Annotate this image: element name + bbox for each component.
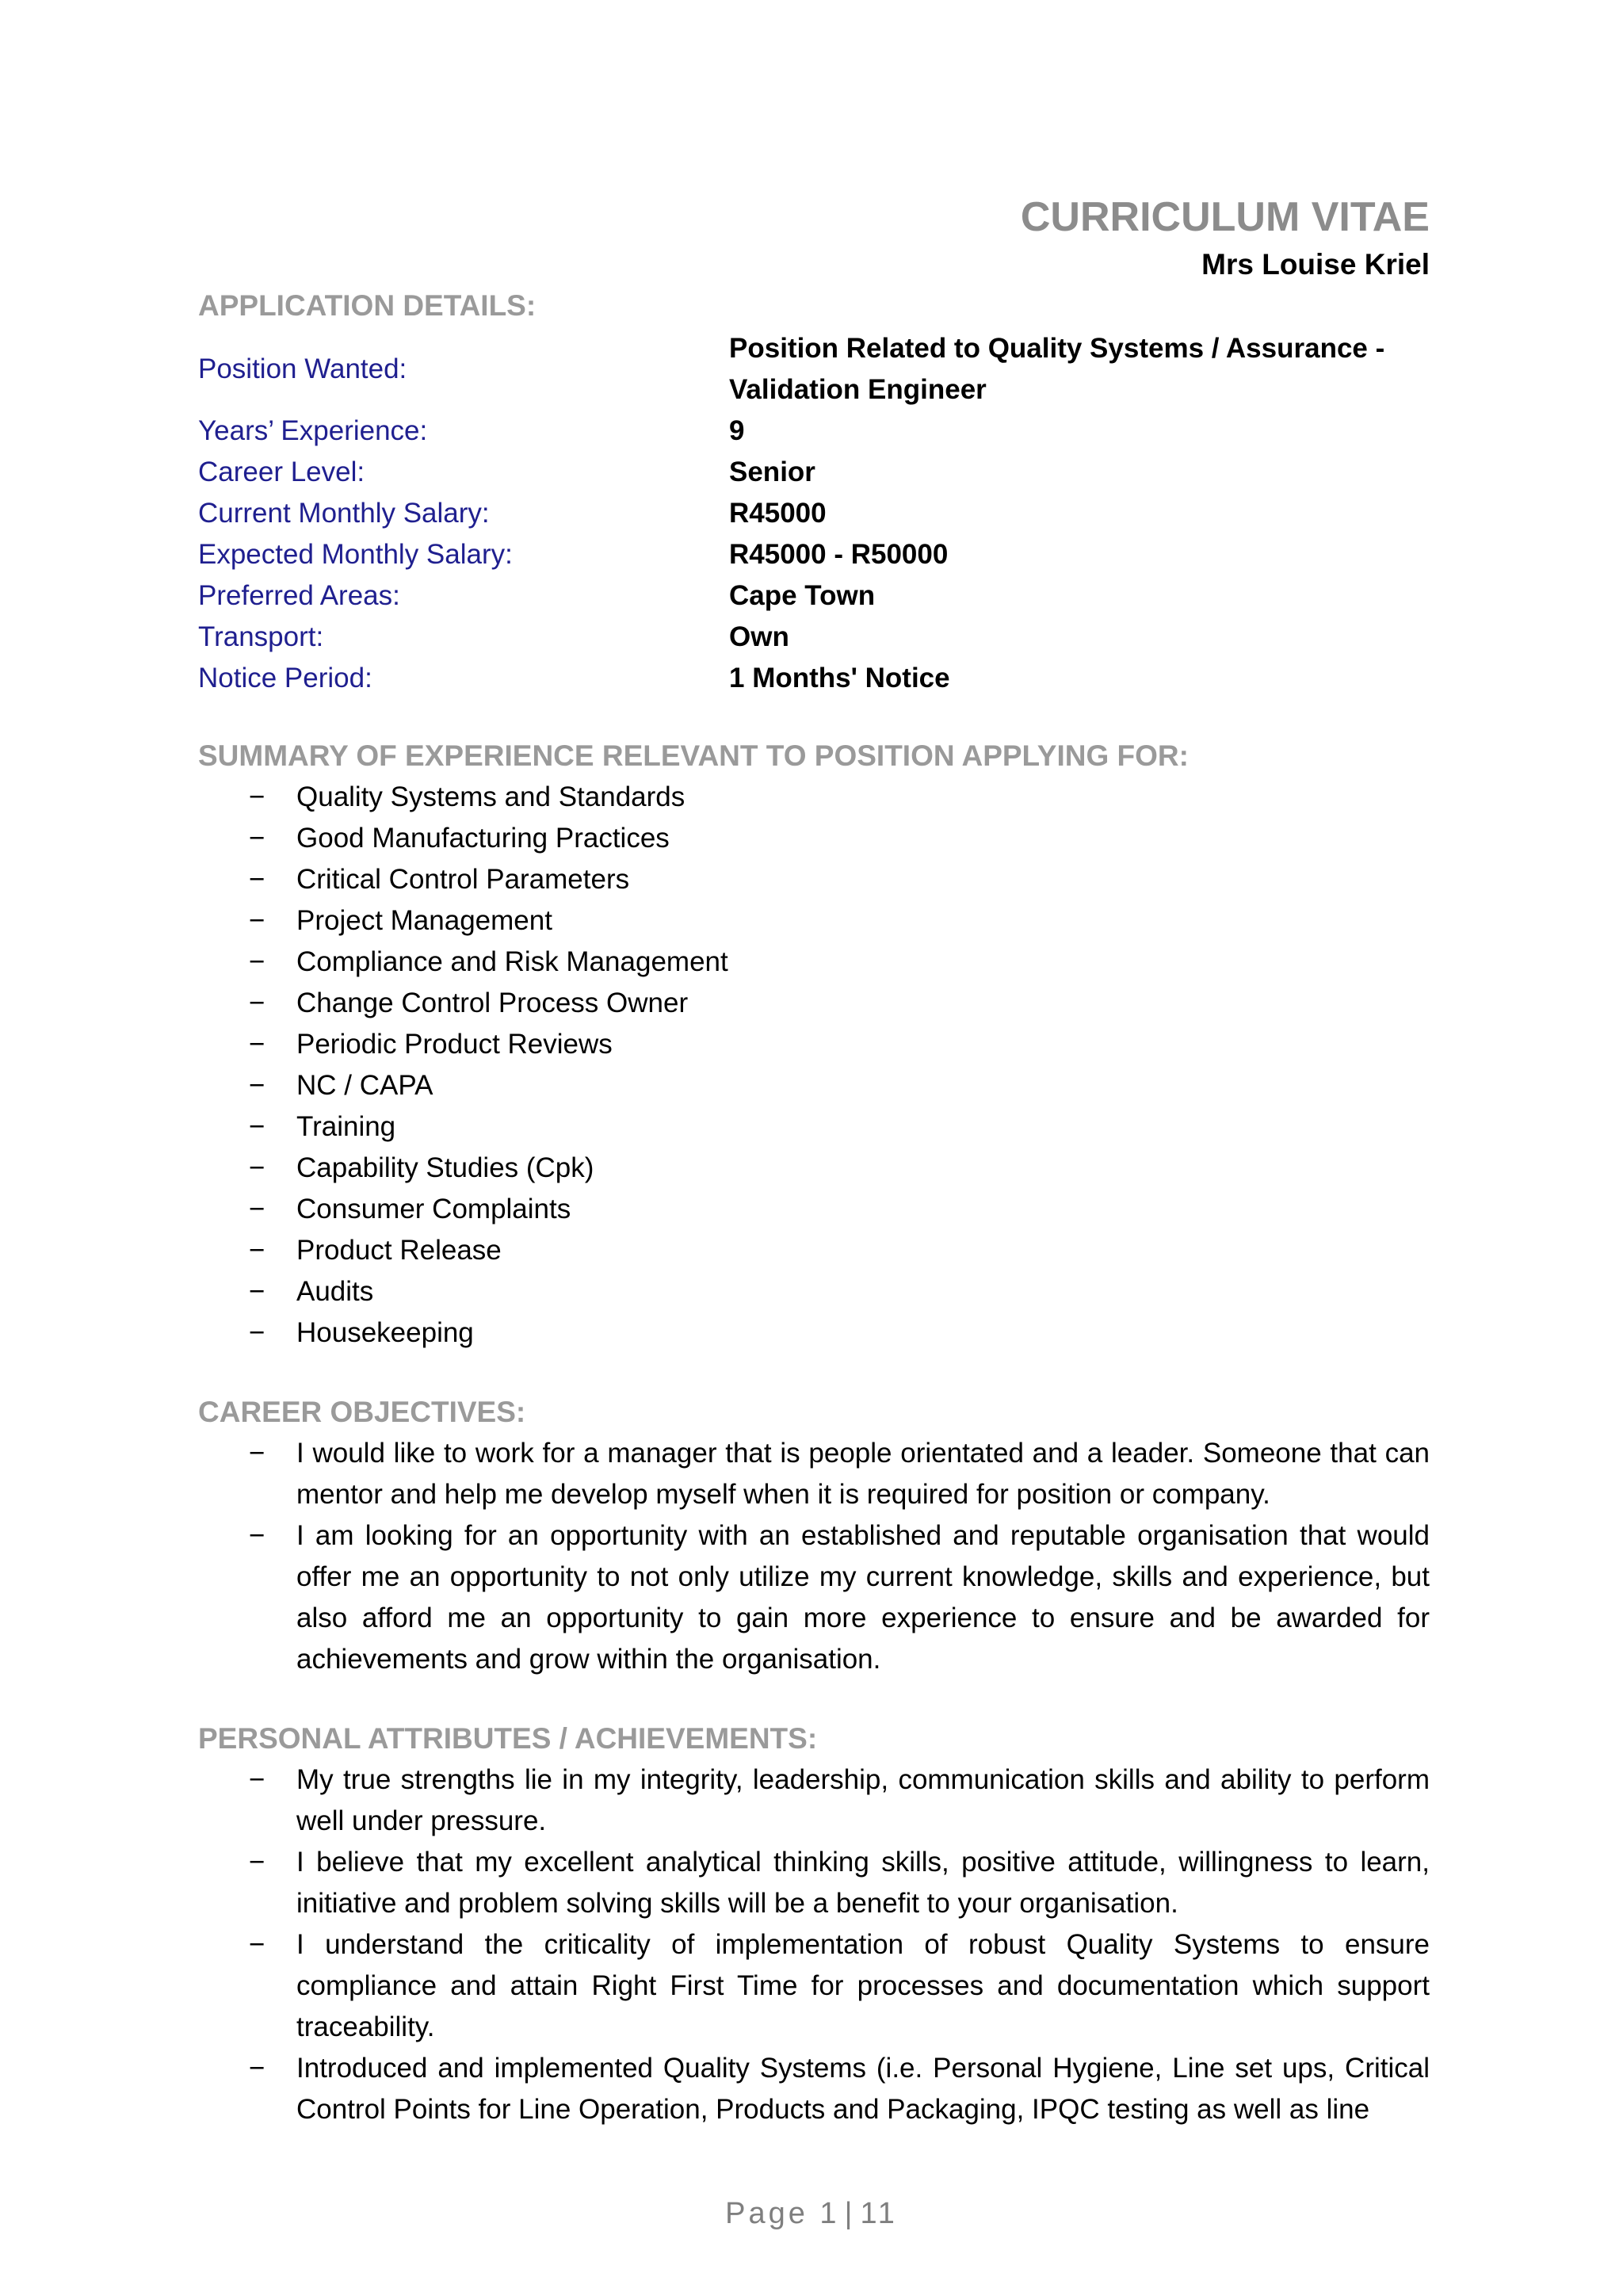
list-item: − Compliance and Risk Management xyxy=(198,942,1430,983)
cv-page xyxy=(198,190,1430,2130)
personal-attributes-heading: PERSONAL ATTRIBUTES / ACHIEVEMENTS: xyxy=(198,1722,818,1755)
expected-salary-label: Expected Monthly Salary: xyxy=(198,539,513,570)
transport-value: Own xyxy=(729,621,789,652)
list-item: − Introduced and implemented Quality Systems (i.e. Personal Hygiene, Line set ups, Critical Control Points for Line Operation, Products and Packaging, IPQC testing as well as line xyxy=(198,2048,1430,2130)
list-item: − Training xyxy=(198,1106,1430,1148)
list-item: − Periodic Product Reviews xyxy=(198,1024,1430,1065)
bullet-dash: − xyxy=(249,905,265,936)
bullet-dash: − xyxy=(249,823,265,854)
bullet-dash: − xyxy=(249,1520,265,1551)
bullet-dash: − xyxy=(249,1070,265,1101)
notice-period-label: Notice Period: xyxy=(198,663,372,693)
preferred-areas-value: Cape Town xyxy=(729,580,876,611)
bullet-dash: − xyxy=(249,1438,265,1469)
list-item: − I am looking for an opportunity with an established and reputable organisation that would offer me an opportunity to not only utilize my current knowledge, skills and experience, but also afford me an opportunity to gain more experience to ensure and be awarded for achievements and grow within the organisation. xyxy=(198,1515,1430,1680)
application-details-table xyxy=(198,328,1430,699)
list-item: − I understand the criticality of implementation of robust Quality Systems to ensure compliance and attain Right First Time for processes and documentation which support traceability. xyxy=(198,1924,1430,2048)
career-objectives-list xyxy=(198,1433,1430,1680)
page-word: Page xyxy=(725,2197,808,2230)
bullet-dash: − xyxy=(249,1276,265,1307)
summary-list xyxy=(198,777,1430,1354)
list-item: − Change Control Process Owner xyxy=(198,983,1430,1024)
bullet-dash: − xyxy=(249,1929,265,1960)
bullet-dash: − xyxy=(249,946,265,977)
list-item: − Housekeeping xyxy=(198,1312,1430,1354)
cv-title: CURRICULUM VITAE xyxy=(1020,194,1430,240)
list-item: − Product Release xyxy=(198,1230,1430,1271)
list-item: − I would like to work for a manager that is people orientated and a leader. Someone that can mentor and help me develop myself when it is required for position or company. xyxy=(198,1433,1430,1515)
transport-label: Transport: xyxy=(198,621,324,652)
total-pages: 11 xyxy=(860,2197,898,2230)
bullet-dash: − xyxy=(249,864,265,895)
list-item: − Critical Control Parameters xyxy=(198,859,1430,900)
career-objectives-heading: CAREER OBJECTIVES: xyxy=(198,1396,526,1428)
notice-period-value: 1 Months' Notice xyxy=(729,663,950,693)
list-item: − My true strengths lie in my integrity, leadership, communication skills and ability to perform well under pressure. xyxy=(198,1759,1430,1842)
bullet-dash: − xyxy=(249,1152,265,1183)
position-wanted-value: Position Related to Quality Systems / Assurance - Validation Engineer xyxy=(729,333,1385,405)
bullet-dash: − xyxy=(249,1111,265,1142)
preferred-areas-label: Preferred Areas: xyxy=(198,580,400,611)
list-item: − NC / CAPA xyxy=(198,1065,1430,1106)
career-level-value: Senior xyxy=(729,457,815,487)
career-level-label: Career Level: xyxy=(198,457,365,487)
applicant-name: Mrs Louise Kriel xyxy=(1201,248,1430,281)
list-item: − Audits xyxy=(198,1271,1430,1312)
position-wanted-label: Position Wanted: xyxy=(198,353,407,384)
bullet-dash: − xyxy=(249,781,265,812)
bullet-dash: − xyxy=(249,2053,265,2084)
bullet-dash: − xyxy=(249,1194,265,1224)
application-details-heading: APPLICATION DETAILS: xyxy=(198,289,537,322)
expected-salary-value: R45000 - R50000 xyxy=(729,539,949,570)
bullet-dash: − xyxy=(249,1764,265,1795)
bullet-dash: − xyxy=(249,1317,265,1348)
bullet-dash: − xyxy=(249,1847,265,1878)
page-footer xyxy=(0,2197,1623,2231)
current-salary-label: Current Monthly Salary: xyxy=(198,498,490,529)
list-item: − Capability Studies (Cpk) xyxy=(198,1148,1430,1189)
list-item: − Quality Systems and Standards xyxy=(198,777,1430,818)
years-experience-label: Years’ Experience: xyxy=(198,415,428,446)
bullet-dash: − xyxy=(249,988,265,1018)
page-separator: | xyxy=(844,2197,856,2230)
list-item: − Good Manufacturing Practices xyxy=(198,818,1430,859)
bullet-dash: − xyxy=(249,1235,265,1266)
list-item: − Consumer Complaints xyxy=(198,1189,1430,1230)
list-item: − Project Management xyxy=(198,900,1430,942)
bullet-dash: − xyxy=(249,1029,265,1060)
summary-heading: SUMMARY OF EXPERIENCE RELEVANT TO POSITION APPLYING FOR: xyxy=(198,739,1189,772)
current-salary-value: R45000 xyxy=(729,498,827,529)
page-number: 1 xyxy=(819,2197,840,2230)
personal-attributes-list xyxy=(198,1759,1430,2130)
years-experience-value: 9 xyxy=(729,415,745,446)
list-item: − I believe that my excellent analytical thinking skills, positive attitude, willingness to learn, initiative and problem solving skills will be a benefit to your organisation. xyxy=(198,1842,1430,1924)
